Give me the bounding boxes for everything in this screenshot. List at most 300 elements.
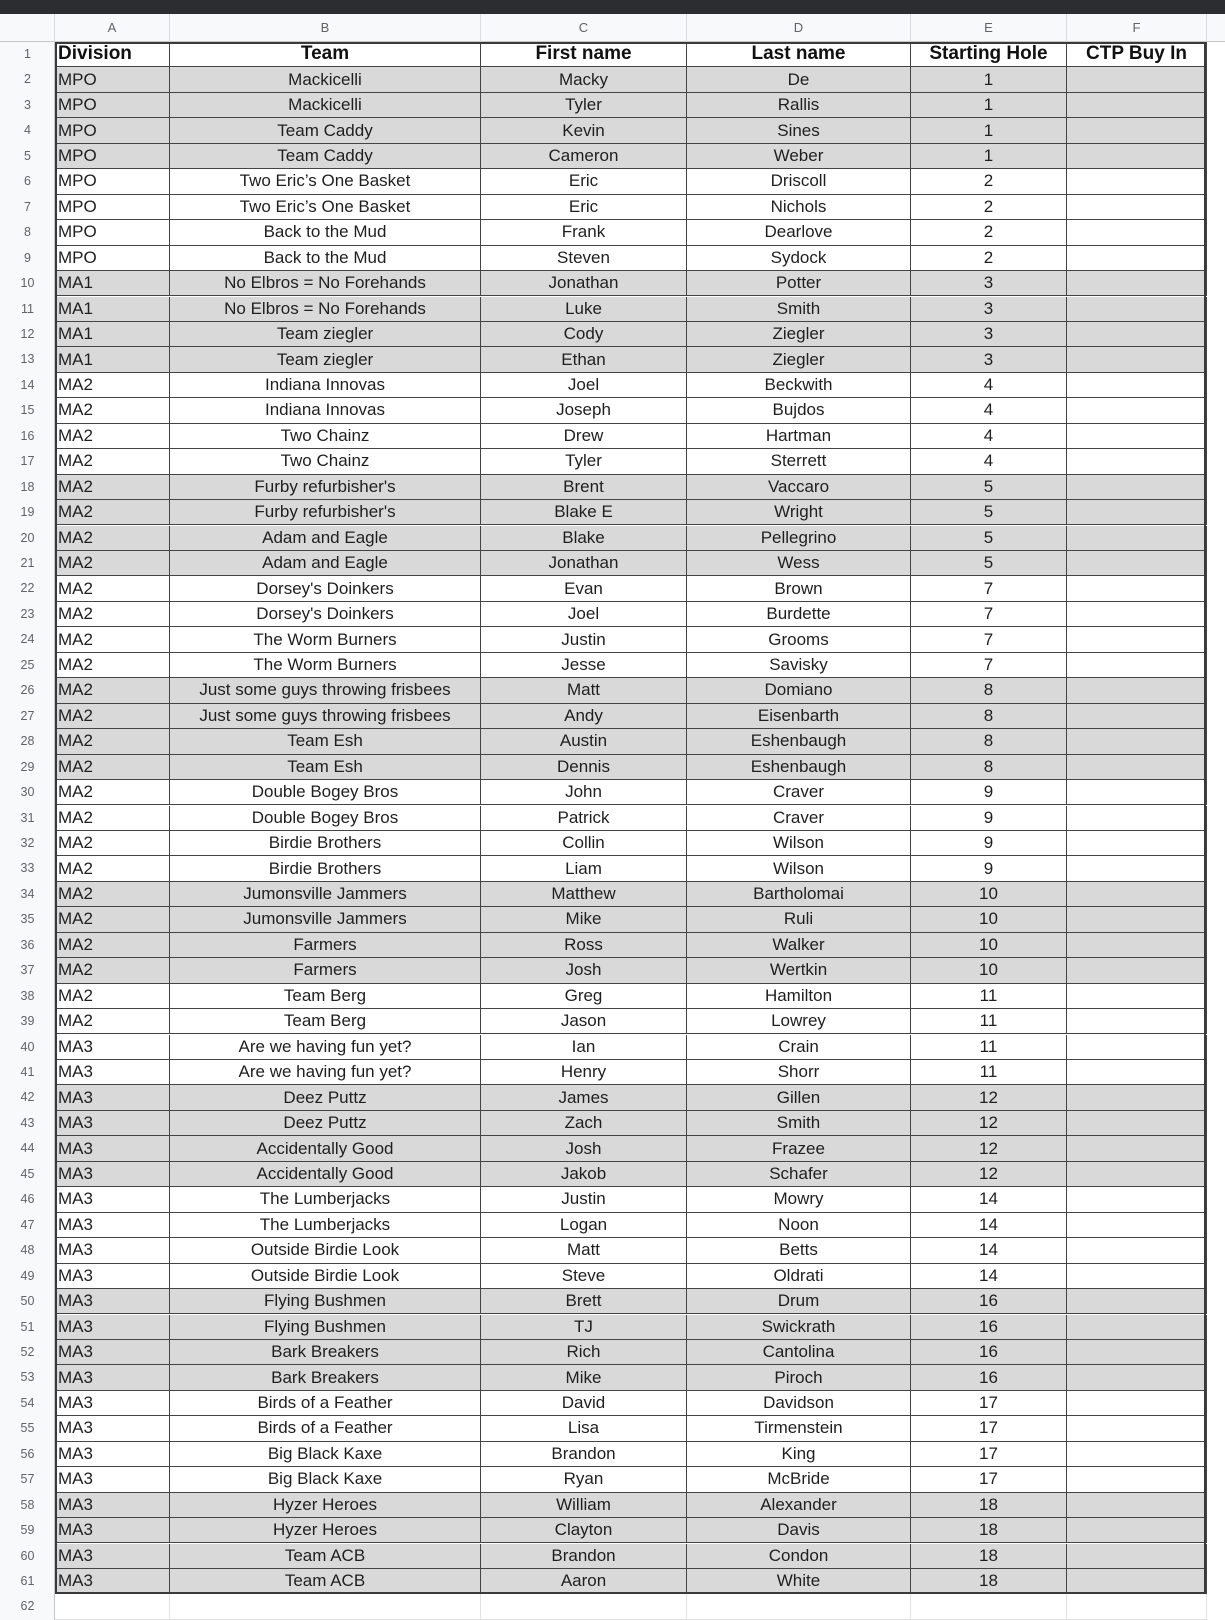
row-number[interactable]: 5 <box>24 148 31 163</box>
cell-first-name[interactable]: Aaron <box>481 1569 687 1594</box>
row-number[interactable]: 16 <box>20 428 35 443</box>
cell-first-name[interactable]: Tyler <box>481 449 687 474</box>
cell-ctp-buy-in[interactable] <box>1067 297 1207 322</box>
cell-last-name[interactable]: Bartholomai <box>687 882 911 907</box>
cell-division[interactable]: MA3 <box>55 1111 170 1136</box>
cell-division[interactable]: MA3 <box>55 1060 170 1085</box>
cell-first-name[interactable]: Ethan <box>481 347 687 372</box>
cell-starting-hole[interactable]: 18 <box>911 1569 1067 1594</box>
cell-first-name[interactable]: Matthew <box>481 882 687 907</box>
cell-division[interactable]: MPO <box>55 220 170 245</box>
cell-first-name[interactable]: Mike <box>481 1365 687 1390</box>
cell-ctp-buy-in[interactable] <box>1067 806 1207 831</box>
cell-team[interactable]: Hyzer Heroes <box>170 1518 481 1543</box>
cell-division[interactable]: MA2 <box>55 398 170 423</box>
cell-team[interactable]: Jumonsville Jammers <box>170 882 481 907</box>
cell-team[interactable]: Double Bogey Bros <box>170 780 481 805</box>
cell-division[interactable]: MA1 <box>55 322 170 347</box>
cell-first-name[interactable]: Evan <box>481 576 687 601</box>
cell-ctp-buy-in[interactable] <box>1067 1238 1207 1263</box>
cell-ctp-buy-in[interactable] <box>1067 347 1207 372</box>
row-number[interactable]: 13 <box>20 352 35 367</box>
header-cell-first-name[interactable]: First name <box>481 42 687 67</box>
cell-last-name[interactable]: Tirmenstein <box>687 1416 911 1441</box>
cell-starting-hole[interactable]: 12 <box>911 1085 1067 1110</box>
cell-ctp-buy-in[interactable] <box>1067 220 1207 245</box>
row-number[interactable]: 34 <box>20 886 35 901</box>
cell-division[interactable]: MA1 <box>55 347 170 372</box>
cell-starting-hole[interactable]: 18 <box>911 1544 1067 1569</box>
cell-ctp-buy-in[interactable] <box>1067 475 1207 500</box>
cell-first-name[interactable]: Andy <box>481 704 687 729</box>
cell-division[interactable]: MA2 <box>55 424 170 449</box>
cell-starting-hole[interactable]: 12 <box>911 1162 1067 1187</box>
row-number[interactable]: 55 <box>20 1421 35 1436</box>
row-number[interactable]: 42 <box>20 1090 35 1105</box>
cell-first-name[interactable]: Steve <box>481 1264 687 1289</box>
cell-starting-hole[interactable]: 8 <box>911 755 1067 780</box>
cell-team[interactable]: No Elbros = No Forehands <box>170 271 481 296</box>
cell-last-name[interactable]: Nichols <box>687 195 911 220</box>
column-header-d[interactable]: D <box>687 14 911 42</box>
cell-last-name[interactable]: Oldrati <box>687 1264 911 1289</box>
row-number[interactable]: 52 <box>20 1344 35 1359</box>
cell-ctp-buy-in[interactable] <box>1067 1416 1207 1441</box>
cell-ctp-buy-in[interactable] <box>1067 271 1207 296</box>
cell-last-name[interactable]: Rallis <box>687 93 911 118</box>
cell-last-name[interactable]: Hartman <box>687 424 911 449</box>
cell-starting-hole[interactable]: 17 <box>911 1416 1067 1441</box>
row-number[interactable]: 46 <box>20 1192 35 1207</box>
cell-division[interactable]: MA1 <box>55 297 170 322</box>
cell-starting-hole[interactable]: 10 <box>911 958 1067 983</box>
cell-team[interactable]: Accidentally Good <box>170 1162 481 1187</box>
cell-division[interactable]: MA2 <box>55 831 170 856</box>
cell-ctp-buy-in[interactable] <box>1067 195 1207 220</box>
row-number[interactable]: 23 <box>20 606 35 621</box>
row-number[interactable]: 2 <box>24 72 31 87</box>
cell-last-name[interactable]: McBride <box>687 1467 911 1492</box>
cell-starting-hole[interactable]: 10 <box>911 907 1067 932</box>
cell-first-name[interactable]: Collin <box>481 831 687 856</box>
cell-starting-hole[interactable]: 18 <box>911 1518 1067 1543</box>
cell-division[interactable]: MA3 <box>55 1391 170 1416</box>
cell-first-name[interactable]: Ian <box>481 1035 687 1060</box>
cell-ctp-buy-in[interactable] <box>1067 1467 1207 1492</box>
cell-team[interactable]: Mackicelli <box>170 67 481 92</box>
cell-division[interactable]: MA2 <box>55 373 170 398</box>
cell-ctp-buy-in[interactable] <box>1067 398 1207 423</box>
cell-division[interactable]: MPO <box>55 246 170 271</box>
cell-starting-hole[interactable]: 17 <box>911 1442 1067 1467</box>
cell-first-name[interactable]: Jonathan <box>481 551 687 576</box>
cell-ctp-buy-in[interactable] <box>1067 246 1207 271</box>
cell-team[interactable]: Deez Puttz <box>170 1085 481 1110</box>
cell-team[interactable]: Flying Bushmen <box>170 1289 481 1314</box>
cell-ctp-buy-in[interactable] <box>1067 1315 1207 1340</box>
cell-last-name[interactable]: Frazee <box>687 1136 911 1161</box>
cell-starting-hole[interactable]: 14 <box>911 1187 1067 1212</box>
cell-starting-hole[interactable]: 2 <box>911 195 1067 220</box>
row-number[interactable]: 14 <box>20 377 35 392</box>
cell-starting-hole[interactable]: 4 <box>911 398 1067 423</box>
row-number[interactable]: 9 <box>24 250 31 265</box>
cell-last-name[interactable]: Eshenbaugh <box>687 755 911 780</box>
cell-division[interactable]: MA2 <box>55 653 170 678</box>
cell-first-name[interactable]: Lisa <box>481 1416 687 1441</box>
cell-first-name[interactable]: Luke <box>481 297 687 322</box>
cell-starting-hole[interactable]: 11 <box>911 1035 1067 1060</box>
cell-starting-hole[interactable]: 2 <box>911 220 1067 245</box>
row-number[interactable]: 56 <box>20 1446 35 1461</box>
cell-first-name[interactable]: Josh <box>481 1136 687 1161</box>
row-number[interactable]: 51 <box>20 1319 35 1334</box>
cell-division[interactable]: MA3 <box>55 1289 170 1314</box>
cell-first-name[interactable]: Joel <box>481 373 687 398</box>
row-number[interactable]: 4 <box>24 123 31 138</box>
cell-ctp-buy-in[interactable] <box>1067 1365 1207 1390</box>
cell-first-name[interactable]: Tyler <box>481 93 687 118</box>
cell-division[interactable]: MPO <box>55 169 170 194</box>
cell-ctp-buy-in[interactable] <box>1067 627 1207 652</box>
cell-division[interactable]: MA3 <box>55 1467 170 1492</box>
cell-division[interactable]: MA3 <box>55 1264 170 1289</box>
cell-last-name[interactable]: Piroch <box>687 1365 911 1390</box>
cell-starting-hole[interactable]: 9 <box>911 806 1067 831</box>
cell-starting-hole[interactable]: 14 <box>911 1264 1067 1289</box>
cell-first-name[interactable]: Patrick <box>481 806 687 831</box>
cell-ctp-buy-in[interactable] <box>1067 1518 1207 1543</box>
cell-team[interactable]: Big Black Kaxe <box>170 1467 481 1492</box>
cell-last-name[interactable]: Weber <box>687 144 911 169</box>
cell-first-name[interactable]: Brandon <box>481 1544 687 1569</box>
cell-ctp-buy-in[interactable] <box>1067 1544 1207 1569</box>
cell-last-name[interactable]: Condon <box>687 1544 911 1569</box>
cell-starting-hole[interactable]: 9 <box>911 780 1067 805</box>
cell-last-name[interactable]: Grooms <box>687 627 911 652</box>
cell-ctp-buy-in[interactable] <box>1067 67 1207 92</box>
row-number[interactable]: 41 <box>20 1065 35 1079</box>
cell-starting-hole[interactable]: 9 <box>911 856 1067 881</box>
cell-team[interactable]: Jumonsville Jammers <box>170 907 481 932</box>
cell-division[interactable]: MA2 <box>55 475 170 500</box>
cell-division[interactable]: MA2 <box>55 755 170 780</box>
cell-ctp-buy-in[interactable] <box>1067 602 1207 627</box>
cell-division[interactable]: MA2 <box>55 602 170 627</box>
cell-ctp-buy-in[interactable] <box>1067 933 1207 958</box>
cell-ctp-buy-in[interactable] <box>1067 1187 1207 1212</box>
cell-team[interactable]: Team Caddy <box>170 144 481 169</box>
cell-division[interactable]: MPO <box>55 195 170 220</box>
empty-cell[interactable] <box>1067 1594 1207 1619</box>
cell-starting-hole[interactable]: 10 <box>911 933 1067 958</box>
cell-division[interactable]: MA3 <box>55 1187 170 1212</box>
empty-cell[interactable] <box>911 1594 1067 1619</box>
cell-first-name[interactable]: Jakob <box>481 1162 687 1187</box>
row-col-corner[interactable] <box>0 14 55 42</box>
cell-starting-hole[interactable]: 5 <box>911 526 1067 551</box>
cell-division[interactable]: MA2 <box>55 984 170 1009</box>
cell-last-name[interactable]: White <box>687 1569 911 1594</box>
cell-starting-hole[interactable]: 7 <box>911 576 1067 601</box>
cell-last-name[interactable]: Schafer <box>687 1162 911 1187</box>
cell-starting-hole[interactable]: 8 <box>911 704 1067 729</box>
cell-ctp-buy-in[interactable] <box>1067 118 1207 143</box>
row-number[interactable]: 33 <box>20 861 35 876</box>
cell-team[interactable]: Outside Birdie Look <box>170 1264 481 1289</box>
cell-team[interactable]: Double Bogey Bros <box>170 806 481 831</box>
cell-division[interactable]: MA3 <box>55 1035 170 1060</box>
empty-cell[interactable] <box>481 1594 687 1619</box>
cell-team[interactable]: Bark Breakers <box>170 1340 481 1365</box>
row-number[interactable]: 37 <box>20 963 35 978</box>
cell-division[interactable]: MA2 <box>55 678 170 703</box>
cell-division[interactable]: MA3 <box>55 1416 170 1441</box>
cell-division[interactable]: MA3 <box>55 1213 170 1238</box>
cell-team[interactable]: Dorsey's Doinkers <box>170 602 481 627</box>
cell-starting-hole[interactable]: 12 <box>911 1111 1067 1136</box>
row-number[interactable]: 60 <box>20 1548 35 1563</box>
cell-starting-hole[interactable]: 8 <box>911 729 1067 754</box>
header-cell-last-name[interactable]: Last name <box>687 42 911 67</box>
cell-ctp-buy-in[interactable] <box>1067 93 1207 118</box>
cell-team[interactable]: No Elbros = No Forehands <box>170 297 481 322</box>
cell-last-name[interactable]: Potter <box>687 271 911 296</box>
cell-starting-hole[interactable]: 7 <box>911 627 1067 652</box>
cell-team[interactable]: Are we having fun yet? <box>170 1060 481 1085</box>
cell-team[interactable]: Team Berg <box>170 1009 481 1034</box>
cell-first-name[interactable]: Brett <box>481 1289 687 1314</box>
cell-first-name[interactable]: Matt <box>481 1238 687 1263</box>
cell-ctp-buy-in[interactable] <box>1067 958 1207 983</box>
cell-first-name[interactable]: Rich <box>481 1340 687 1365</box>
cell-team[interactable]: Outside Birdie Look <box>170 1238 481 1263</box>
cell-starting-hole[interactable]: 5 <box>911 475 1067 500</box>
cell-division[interactable]: MA2 <box>55 576 170 601</box>
cell-last-name[interactable]: Burdette <box>687 602 911 627</box>
cell-first-name[interactable]: Mike <box>481 907 687 932</box>
cell-starting-hole[interactable]: 4 <box>911 424 1067 449</box>
cell-starting-hole[interactable]: 2 <box>911 169 1067 194</box>
cell-division[interactable]: MA1 <box>55 271 170 296</box>
cell-first-name[interactable]: Liam <box>481 856 687 881</box>
row-number[interactable]: 29 <box>20 759 35 774</box>
cell-starting-hole[interactable]: 11 <box>911 984 1067 1009</box>
cell-team[interactable]: Adam and Eagle <box>170 551 481 576</box>
cell-division[interactable]: MA2 <box>55 729 170 754</box>
cell-ctp-buy-in[interactable] <box>1067 1442 1207 1467</box>
cell-ctp-buy-in[interactable] <box>1067 1213 1207 1238</box>
cell-starting-hole[interactable]: 2 <box>911 246 1067 271</box>
cell-team[interactable]: Furby refurbisher's <box>170 500 481 525</box>
cell-first-name[interactable]: Ryan <box>481 1467 687 1492</box>
cell-team[interactable]: Birdie Brothers <box>170 856 481 881</box>
cell-last-name[interactable]: Lowrey <box>687 1009 911 1034</box>
cell-starting-hole[interactable]: 14 <box>911 1213 1067 1238</box>
cell-last-name[interactable]: Craver <box>687 780 911 805</box>
cell-last-name[interactable]: Drum <box>687 1289 911 1314</box>
cell-division[interactable]: MA2 <box>55 704 170 729</box>
cell-starting-hole[interactable]: 16 <box>911 1289 1067 1314</box>
cell-team[interactable]: Team Berg <box>170 984 481 1009</box>
cell-team[interactable]: The Lumberjacks <box>170 1213 481 1238</box>
cell-ctp-buy-in[interactable] <box>1067 780 1207 805</box>
row-number[interactable]: 20 <box>20 530 35 545</box>
cell-last-name[interactable]: Brown <box>687 576 911 601</box>
cell-ctp-buy-in[interactable] <box>1067 729 1207 754</box>
header-cell-ctp-buy-in[interactable]: CTP Buy In <box>1067 42 1207 67</box>
header-cell-division[interactable]: Division <box>55 42 170 67</box>
cell-starting-hole[interactable]: 1 <box>911 67 1067 92</box>
row-number[interactable]: 6 <box>24 174 31 189</box>
cell-ctp-buy-in[interactable] <box>1067 1060 1207 1085</box>
cell-last-name[interactable]: Hamilton <box>687 984 911 1009</box>
cell-ctp-buy-in[interactable] <box>1067 1111 1207 1136</box>
cell-starting-hole[interactable]: 10 <box>911 882 1067 907</box>
cell-team[interactable]: Just some guys throwing frisbees <box>170 704 481 729</box>
cell-last-name[interactable]: Sydock <box>687 246 911 271</box>
cell-division[interactable]: MA3 <box>55 1238 170 1263</box>
cell-team[interactable]: Birds of a Feather <box>170 1391 481 1416</box>
cell-team[interactable]: Indiana Innovas <box>170 398 481 423</box>
row-number[interactable]: 8 <box>24 225 31 240</box>
cell-division[interactable]: MA2 <box>55 780 170 805</box>
cell-first-name[interactable]: Austin <box>481 729 687 754</box>
cell-team[interactable]: Team ACB <box>170 1544 481 1569</box>
cell-first-name[interactable]: Drew <box>481 424 687 449</box>
cell-last-name[interactable]: Vaccaro <box>687 475 911 500</box>
cell-last-name[interactable]: Smith <box>687 297 911 322</box>
cell-ctp-buy-in[interactable] <box>1067 551 1207 576</box>
row-number[interactable]: 11 <box>21 301 34 316</box>
cell-first-name[interactable]: David <box>481 1391 687 1416</box>
cell-first-name[interactable]: Brent <box>481 475 687 500</box>
cell-ctp-buy-in[interactable] <box>1067 424 1207 449</box>
cell-team[interactable]: Mackicelli <box>170 93 481 118</box>
cell-ctp-buy-in[interactable] <box>1067 755 1207 780</box>
cell-starting-hole[interactable]: 3 <box>911 271 1067 296</box>
cell-starting-hole[interactable]: 1 <box>911 93 1067 118</box>
cell-last-name[interactable]: Craver <box>687 806 911 831</box>
cell-team[interactable]: Big Black Kaxe <box>170 1442 481 1467</box>
cell-division[interactable]: MA2 <box>55 882 170 907</box>
cell-first-name[interactable]: TJ <box>481 1315 687 1340</box>
cell-division[interactable]: MA2 <box>55 856 170 881</box>
cell-starting-hole[interactable]: 3 <box>911 347 1067 372</box>
cell-starting-hole[interactable]: 1 <box>911 118 1067 143</box>
row-number[interactable]: 28 <box>20 734 35 749</box>
cell-starting-hole[interactable]: 4 <box>911 449 1067 474</box>
cell-starting-hole[interactable]: 16 <box>911 1365 1067 1390</box>
cell-first-name[interactable]: Eric <box>481 169 687 194</box>
cell-last-name[interactable]: Davis <box>687 1518 911 1543</box>
cell-ctp-buy-in[interactable] <box>1067 1391 1207 1416</box>
cell-starting-hole[interactable]: 5 <box>911 500 1067 525</box>
cell-division[interactable]: MPO <box>55 93 170 118</box>
cell-last-name[interactable]: Noon <box>687 1213 911 1238</box>
row-number[interactable]: 26 <box>20 683 35 698</box>
empty-cell[interactable] <box>687 1594 911 1619</box>
row-number[interactable]: 18 <box>20 479 35 494</box>
cell-last-name[interactable]: Sines <box>687 118 911 143</box>
cell-ctp-buy-in[interactable] <box>1067 984 1207 1009</box>
row-number[interactable]: 15 <box>20 403 35 418</box>
cell-last-name[interactable]: De <box>687 67 911 92</box>
row-number[interactable]: 59 <box>20 1523 35 1538</box>
cell-division[interactable]: MA3 <box>55 1493 170 1518</box>
cell-ctp-buy-in[interactable] <box>1067 704 1207 729</box>
cell-last-name[interactable]: Mowry <box>687 1187 911 1212</box>
cell-starting-hole[interactable]: 16 <box>911 1315 1067 1340</box>
cell-first-name[interactable]: Henry <box>481 1060 687 1085</box>
cell-division[interactable]: MA3 <box>55 1315 170 1340</box>
cell-last-name[interactable]: Eshenbaugh <box>687 729 911 754</box>
cell-ctp-buy-in[interactable] <box>1067 373 1207 398</box>
column-header-c[interactable]: C <box>481 14 687 42</box>
cell-division[interactable]: MA3 <box>55 1365 170 1390</box>
cell-division[interactable]: MPO <box>55 118 170 143</box>
cell-first-name[interactable]: Jason <box>481 1009 687 1034</box>
cell-last-name[interactable]: Beckwith <box>687 373 911 398</box>
row-number[interactable]: 54 <box>20 1395 35 1410</box>
cell-starting-hole[interactable]: 16 <box>911 1340 1067 1365</box>
row-number[interactable]: 43 <box>20 1115 35 1130</box>
column-header-a[interactable]: A <box>55 14 170 42</box>
cell-division[interactable]: MA2 <box>55 958 170 983</box>
cell-last-name[interactable]: Wess <box>687 551 911 576</box>
row-number[interactable]: 40 <box>20 1039 35 1054</box>
cell-first-name[interactable]: Frank <box>481 220 687 245</box>
row-number[interactable]: 35 <box>20 912 35 927</box>
row-number[interactable]: 22 <box>20 581 35 596</box>
cell-first-name[interactable]: Justin <box>481 627 687 652</box>
cell-team[interactable]: Birds of a Feather <box>170 1416 481 1441</box>
cell-last-name[interactable]: Davidson <box>687 1391 911 1416</box>
cell-division[interactable]: MA2 <box>55 1009 170 1034</box>
cell-starting-hole[interactable]: 7 <box>911 653 1067 678</box>
cell-ctp-buy-in[interactable] <box>1067 882 1207 907</box>
empty-cell[interactable] <box>55 1594 170 1619</box>
cell-division[interactable]: MA3 <box>55 1136 170 1161</box>
cell-ctp-buy-in[interactable] <box>1067 1493 1207 1518</box>
cell-first-name[interactable]: Jesse <box>481 653 687 678</box>
cell-last-name[interactable]: King <box>687 1442 911 1467</box>
cell-first-name[interactable]: Josh <box>481 958 687 983</box>
cell-division[interactable]: MA3 <box>55 1518 170 1543</box>
cell-team[interactable]: Team Esh <box>170 755 481 780</box>
row-number[interactable]: 21 <box>20 556 35 570</box>
column-header-e[interactable]: E <box>911 14 1067 42</box>
row-number[interactable]: 3 <box>24 97 31 112</box>
cell-team[interactable]: Birdie Brothers <box>170 831 481 856</box>
cell-ctp-buy-in[interactable] <box>1067 322 1207 347</box>
row-number[interactable]: 31 <box>20 810 35 825</box>
cell-last-name[interactable]: Shorr <box>687 1060 911 1085</box>
cell-division[interactable]: MPO <box>55 67 170 92</box>
cell-team[interactable]: The Lumberjacks <box>170 1187 481 1212</box>
cell-ctp-buy-in[interactable] <box>1067 1035 1207 1060</box>
cell-first-name[interactable]: John <box>481 780 687 805</box>
cell-starting-hole[interactable]: 9 <box>911 831 1067 856</box>
cell-last-name[interactable]: Wilson <box>687 831 911 856</box>
row-number[interactable]: 39 <box>20 1014 35 1029</box>
cell-last-name[interactable]: Smith <box>687 1111 911 1136</box>
cell-first-name[interactable]: James <box>481 1085 687 1110</box>
cell-ctp-buy-in[interactable] <box>1067 1264 1207 1289</box>
row-number[interactable]: 30 <box>20 785 35 800</box>
cell-starting-hole[interactable]: 17 <box>911 1391 1067 1416</box>
cell-division[interactable]: MA3 <box>55 1162 170 1187</box>
